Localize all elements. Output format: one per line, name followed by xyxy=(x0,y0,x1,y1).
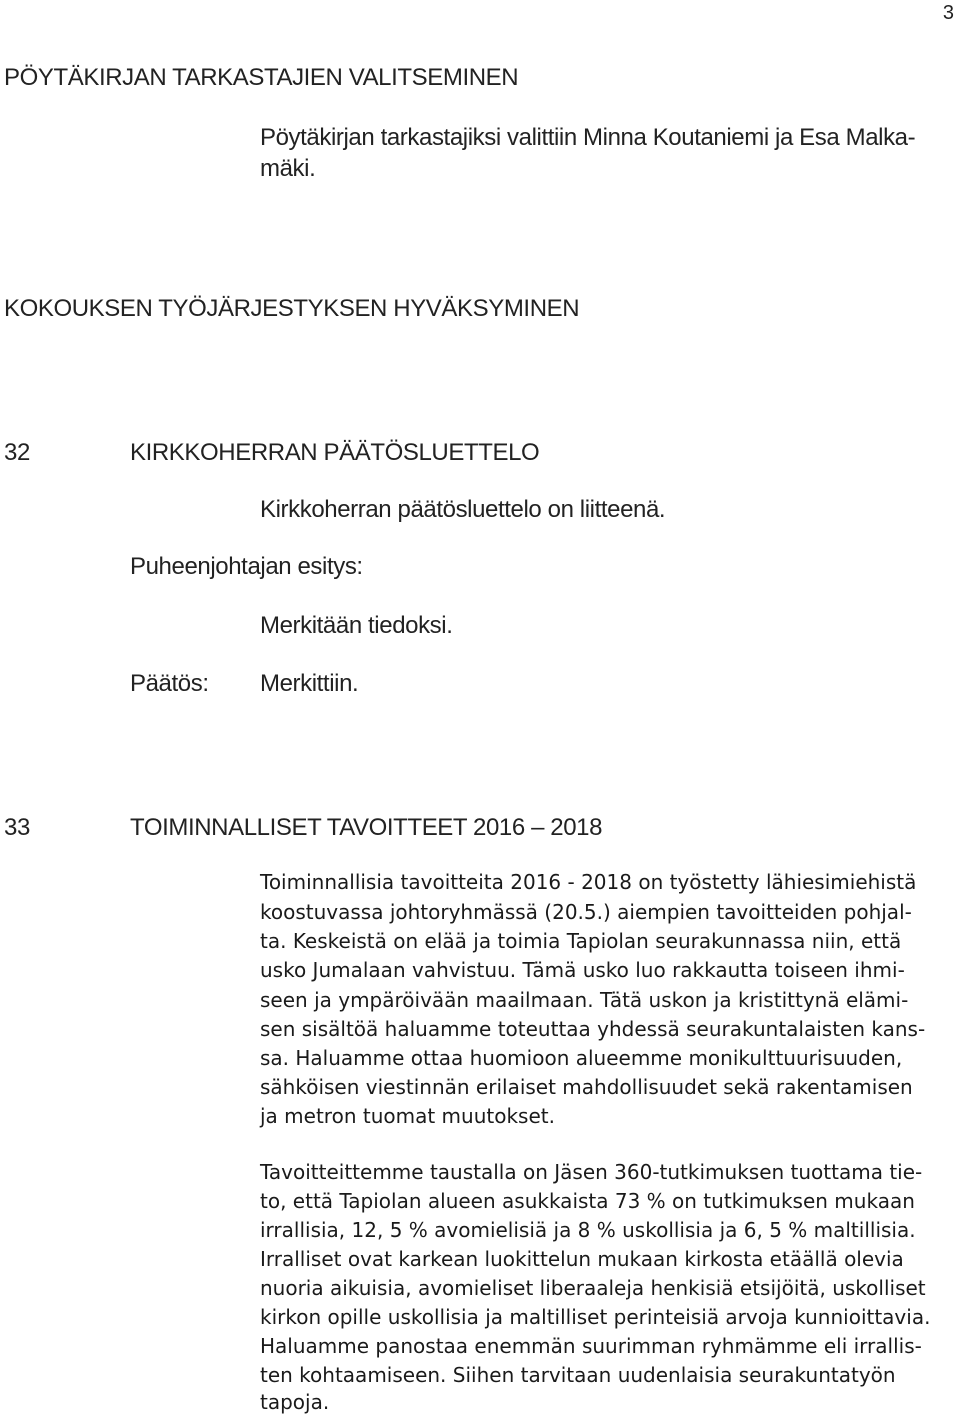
paragraph1-line: Toiminnallisia tavoitteita 2016 - 2018 on työstetty lähiesimiehistä xyxy=(260,870,917,894)
proposal-text: Merkitään tiedoksi. xyxy=(260,612,453,639)
section-number-33: 33 xyxy=(4,814,30,841)
page-number: 3 xyxy=(942,2,954,24)
section-heading-inspectors: PÖYTÄKIRJAN TARKASTAJIEN VALITSEMINEN xyxy=(4,64,519,91)
decision-text: Merkittiin. xyxy=(260,670,359,697)
paragraph2-line: ten kohtaamiseen. Siihen tarvitaan uudenlaisia seurakuntatyön xyxy=(260,1363,896,1387)
inspectors-text-line: mäki. xyxy=(260,155,316,182)
section-heading-32: KIRKKOHERRAN PÄÄTÖSLUETTELO xyxy=(130,439,540,466)
paragraph1-line: sähköisen viestinnän erilaiset mahdollisuudet sekä rakentamisen xyxy=(260,1075,913,1099)
paragraph1-line: ja metron tuomat muutokset. xyxy=(260,1104,555,1128)
paragraph1-line: sen sisältöä haluamme toteuttaa yhdessä seurakuntalaisten kans- xyxy=(260,1017,926,1041)
paragraph1-line: koostuvassa johtoryhmässä (20.5.) aiempien tavoitteiden pohjal- xyxy=(260,900,912,924)
section-32-text: Kirkkoherran päätösluettelo on liitteenä. xyxy=(260,496,666,523)
paragraph2-line: kirkon opille uskollisia ja maltilliset perinteisiä arvoja kunnioittavia. xyxy=(260,1305,931,1329)
paragraph1-line: ta. Keskeistä on elää ja toimia Tapiolan seurakunnassa niin, että xyxy=(260,929,902,953)
paragraph2-line: Haluamme panostaa enemmän suurimman ryhmämme eli irrallis- xyxy=(260,1334,922,1358)
section-number-32: 32 xyxy=(4,439,30,466)
paragraph2-line: nuoria aikuisia, avomieliset liberaaleja henkisiä etsijöitä, uskolliset xyxy=(260,1276,926,1300)
paragraph1-line: seen ja ympäröivään maailmaan. Tätä uskon ja kristittynä elämi- xyxy=(260,988,909,1012)
paragraph2-line: tapoja. xyxy=(260,1390,330,1414)
inspectors-text-line: Pöytäkirjan tarkastajiksi valittiin Minna Koutaniemi ja Esa Malka- xyxy=(260,124,916,151)
paragraph2-line: to, että Tapiolan alueen asukkaista 73 % on tutkimuksen mukaan xyxy=(260,1189,915,1213)
decision-label: Päätös: xyxy=(130,670,209,697)
section-heading-agenda: KOKOUKSEN TYÖJÄRJESTYKSEN HYVÄKSYMINEN xyxy=(4,295,580,322)
paragraph1-line: sa. Haluamme ottaa huomioon alueemme monikulttuurisuuden, xyxy=(260,1046,903,1070)
paragraph2-line: Irralliset ovat karkean luokittelun mukaan kirkosta etäällä olevia xyxy=(260,1247,904,1271)
paragraph1-line: usko Jumalaan vahvistuu. Tämä usko luo rakkautta toiseen ihmi- xyxy=(260,958,905,982)
proposal-label: Puheenjohtajan esitys: xyxy=(130,553,363,580)
paragraph2-line: Tavoitteittemme taustalla on Jäsen 360-tutkimuksen tuottama tie- xyxy=(260,1160,923,1184)
paragraph2-line: irrallisia, 12, 5 % avomielisiä ja 8 % uskollisia ja 6, 5 % maltillisia. xyxy=(260,1218,916,1242)
section-heading-33: TOIMINNALLISET TAVOITTEET 2016 – 2018 xyxy=(130,814,603,841)
